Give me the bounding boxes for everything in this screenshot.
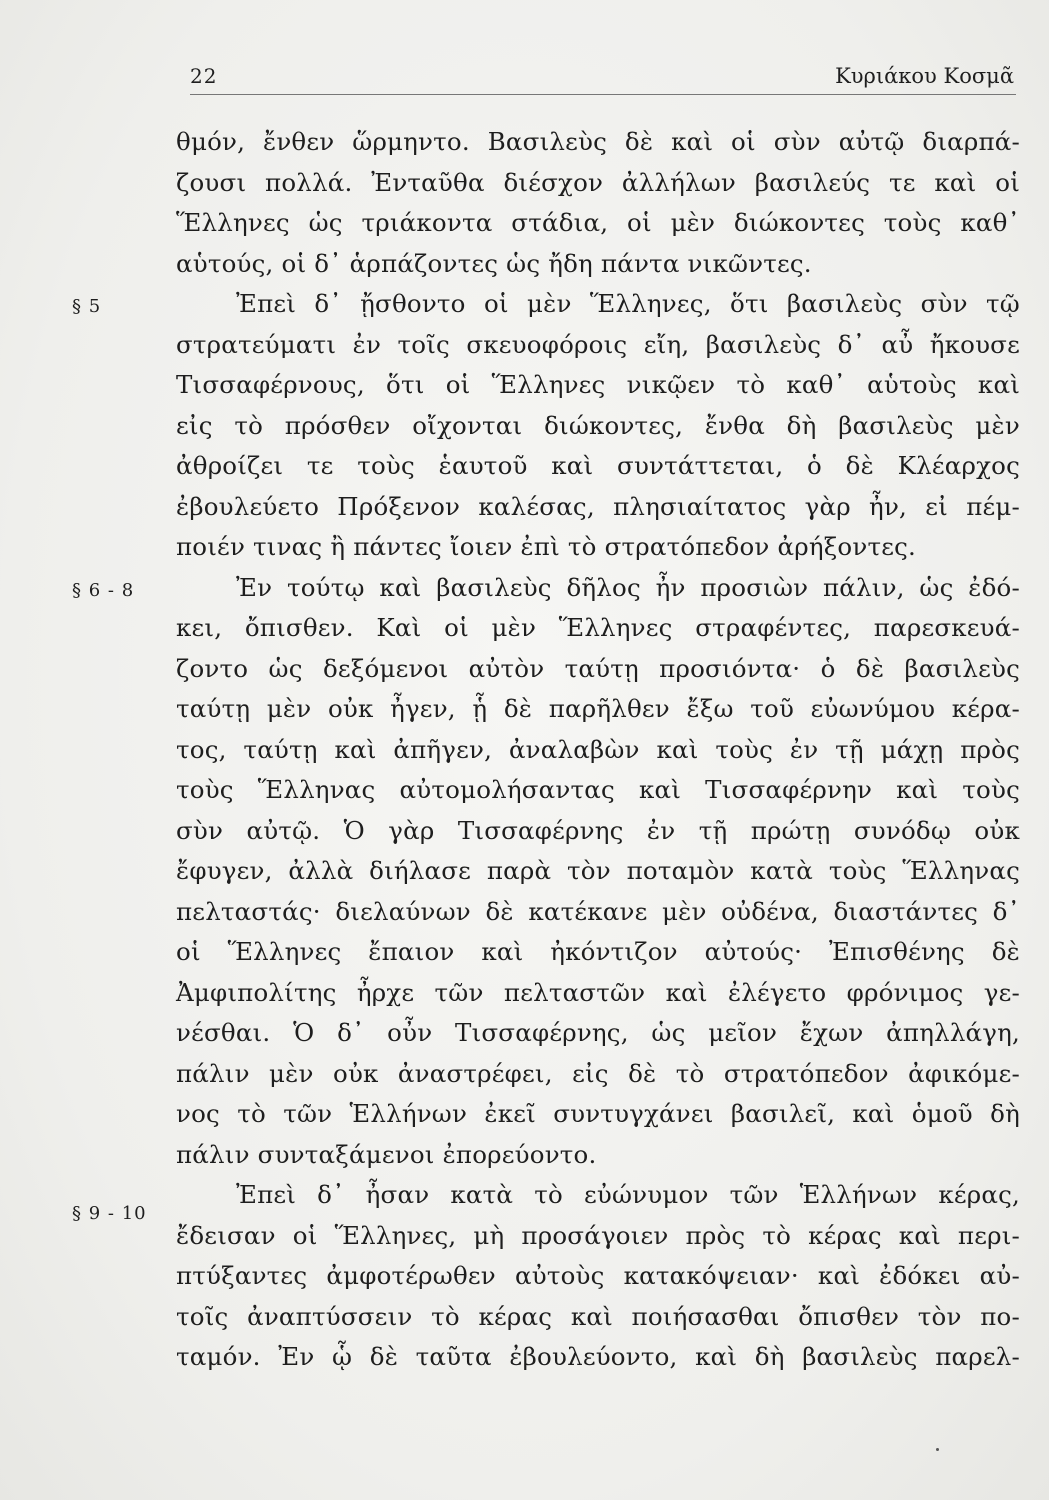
text-line: νέσθαι. Ὁ δ᾽ οὖν Τισσαφέρνης, ὡς μεῖον ἔχων ἀπηλλάγη, bbox=[176, 1018, 1020, 1047]
text-line: οἱ Ἕλληνες ἔπαιον καὶ ἠκόντιζον αὐτούς· Ἐπισθένης δὲ bbox=[176, 937, 1020, 966]
text-line: πάλιν συνταξάμενοι ἐπορεύοντο. bbox=[176, 1139, 597, 1169]
text-line: ταμόν. Ἐν ᾧ δὲ ταῦτα ἐβουλεύοντο, καὶ δὴ βασιλεὺς παρελ- bbox=[176, 1342, 1020, 1371]
text-line: ἔφυγεν, ἀλλὰ διήλασε παρὰ τὸν ποταμὸν κατὰ τοὺς Ἕλληνας bbox=[176, 856, 1020, 885]
text-line: πάλιν μὲν οὐκ ἀναστρέφει, εἰς δὲ τὸ στρατόπεδον ἀφικόμε- bbox=[176, 1058, 1020, 1088]
running-head: Κυριάκου Κοσμᾶ bbox=[835, 64, 1014, 88]
text-line: Ἐπεὶ δ᾽ ἦσαν κατὰ τὸ εὐώνυμον τῶν Ἑλλήνων κέρας, bbox=[236, 1180, 1020, 1209]
text-line: εἰς τὸ πρόσθεν οἴχονται διώκοντες, ἔνθα δὴ βασιλεὺς μὲν bbox=[176, 410, 1020, 440]
text-line: Ἐπεὶ δ᾽ ᾔσθοντο οἱ μὲν Ἕλληνες, ὅτι βασιλεὺς σὺν τῷ bbox=[236, 289, 1020, 318]
text-line: νος τὸ τῶν Ἑλλήνων ἐκεῖ συντυγχάνει βασιλεῖ, καὶ ὁμοῦ δὴ bbox=[176, 1099, 1020, 1128]
text-line: ἔδεισαν οἱ Ἕλληνες, μὴ προσάγοιεν πρὸς τὸ κέρας καὶ περι- bbox=[176, 1220, 1020, 1250]
text-line: ζοντο ὡς δεξόμενοι αὐτὸν ταύτῃ προσιόντα· ὁ δὲ βασιλεὺς bbox=[176, 653, 1020, 683]
text-line: στρατεύματι ἐν τοῖς σκευοφόροις εἴη, βασιλεὺς δ᾽ αὖ ἤκουσε bbox=[176, 329, 1020, 359]
section-mark-6-8: § 6 - 8 bbox=[72, 580, 135, 601]
text-line: πτύξαντες ἀμφοτέρωθεν αὐτοὺς κατακόψειαν· καὶ ἐδόκει αὐ- bbox=[176, 1261, 1020, 1290]
text-line: σὺν αὐτῷ. Ὁ γὰρ Τισσαφέρνης ἐν τῇ πρώτῃ συνόδῳ οὐκ bbox=[176, 815, 1020, 845]
text-line: πελταστάς· διελαύνων δὲ κατέκανε μὲν οὐδένα, διαστάντες δ᾽ bbox=[176, 896, 1020, 926]
text-line: ἀθροίζει τε τοὺς ἑαυτοῦ καὶ συντάττεται, ὁ δὲ Κλέαρχος bbox=[176, 451, 1020, 480]
text-line: τος, ταύτῃ καὶ ἀπῆγεν, ἀναλαβὼν καὶ τοὺς ἐν τῇ μάχῃ πρὸς bbox=[176, 734, 1020, 764]
text-line: ἐβουλεύετο Πρόξενον καλέσας, πλησιαίτατος γὰρ ἦν, εἰ πέμ- bbox=[176, 491, 1020, 521]
text-line: Ἀμφιπολίτης ἦρχε τῶν πελταστῶν καὶ ἐλέγετο φρόνιμος γε- bbox=[176, 977, 1020, 1007]
page-header bbox=[190, 60, 1016, 100]
text-line: Ἐν τούτῳ καὶ βασιλεὺς δῆλος ἦν προσιὼν πάλιν, ὡς ἐδό- bbox=[236, 572, 1020, 602]
section-mark-9-10: § 9 - 10 bbox=[72, 1203, 147, 1224]
text-line: κει, ὄπισθεν. Καὶ οἱ μὲν Ἕλληνες στραφέντες, παρεσκευά- bbox=[176, 613, 1020, 642]
body-text bbox=[176, 122, 1020, 1378]
text-line: τοῖς ἀναπτύσσειν τὸ κέρας καὶ ποιήσασθαι ὄπισθεν τὸν πο- bbox=[176, 1301, 1020, 1331]
text-line: αὑτούς, οἱ δ᾽ ἁρπάζοντες ὡς ἤδη πάντα νικῶντες. bbox=[176, 248, 812, 278]
header-rule bbox=[190, 94, 1016, 95]
text-line: θμόν, ἔνθεν ὥρμηντο. Βασιλεὺς δὲ καὶ οἱ σὺν αὐτῷ διαρπά- bbox=[176, 127, 1020, 156]
text-line: ταύτῃ μὲν οὐκ ἦγεν, ᾗ δὲ παρῆλθεν ἔξω τοῦ εὐωνύμου κέρα- bbox=[176, 694, 1020, 723]
print-speck bbox=[936, 1448, 939, 1451]
text-line: Τισσαφέρνους, ὅτι οἱ Ἕλληνες νικῷεν τὸ καθ᾽ αὑτοὺς καὶ bbox=[176, 370, 1020, 399]
text-line: τοὺς Ἕλληνας αὐτομολήσαντας καὶ Τισσαφέρνην καὶ τοὺς bbox=[176, 775, 1020, 804]
section-mark-5: § 5 bbox=[72, 296, 102, 317]
text-line: ζουσι πολλά. Ἐνταῦθα διέσχον ἀλλήλων βασιλεύς τε καὶ οἱ bbox=[176, 167, 1020, 197]
text-line: ποιέν τινας ἢ πάντες ἴοιεν ἐπὶ τὸ στρατόπεδον ἀρήξοντες. bbox=[176, 532, 917, 561]
text-line: Ἕλληνες ὡς τριάκοντα στάδια, οἱ μὲν διώκοντες τοὺς καθ᾽ bbox=[176, 208, 1020, 237]
page-number: 22 bbox=[190, 64, 218, 88]
